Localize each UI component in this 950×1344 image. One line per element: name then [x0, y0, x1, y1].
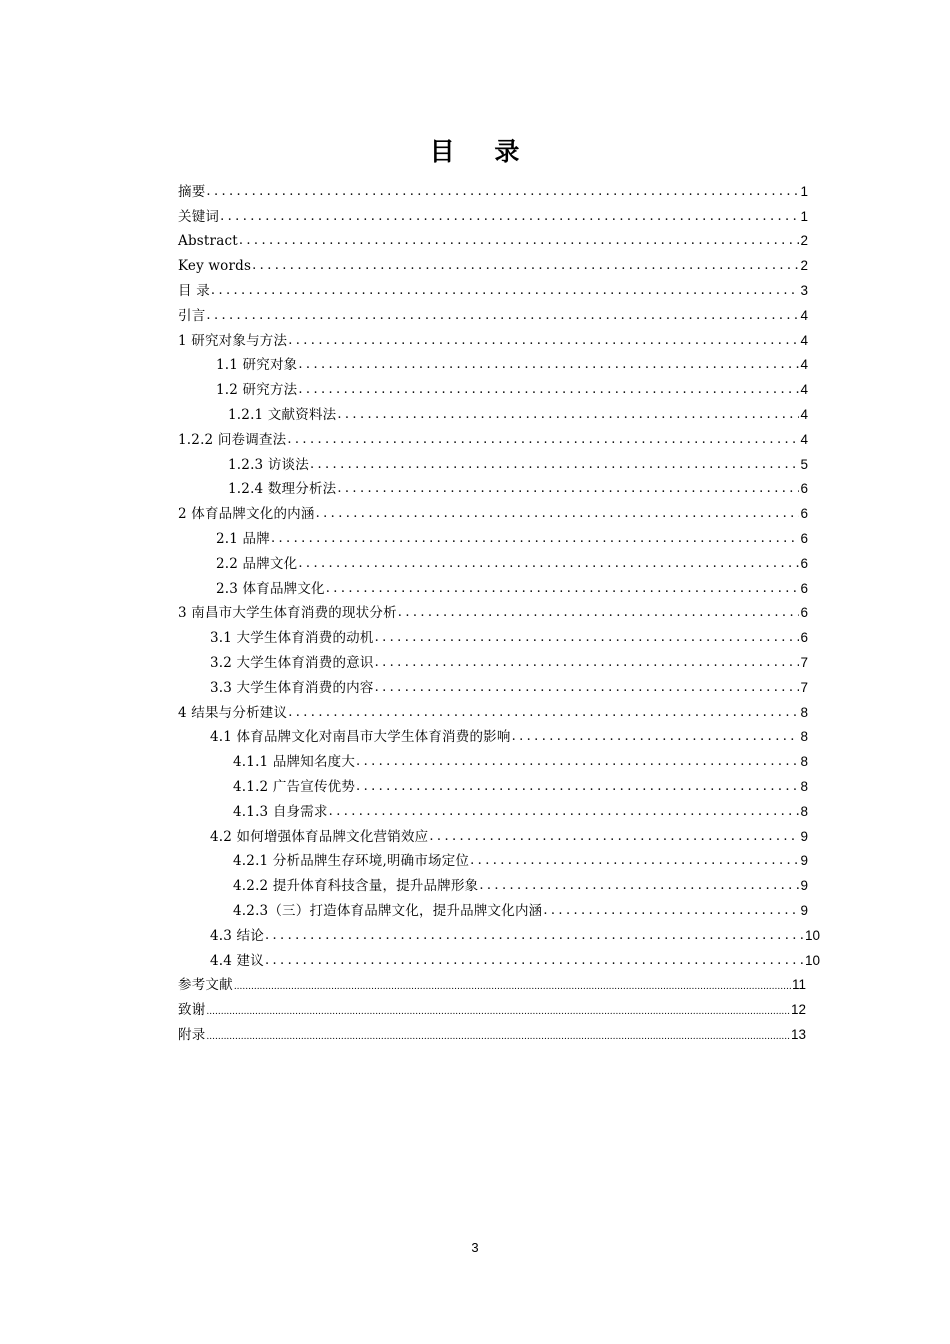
- toc-entry[interactable]: [178, 226, 808, 251]
- toc-entry[interactable]: [178, 647, 808, 672]
- toc-entry[interactable]: [178, 523, 808, 548]
- toc-entry-page-number: 9: [800, 853, 808, 869]
- dot-leader: [298, 356, 799, 374]
- toc-entry-label: Abstract: [178, 233, 238, 250]
- toc-entry-page-number: 8: [800, 803, 808, 819]
- toc-entry-label: 1.1 研究对象: [216, 357, 298, 374]
- toc-entry[interactable]: [178, 176, 808, 201]
- toc-entry[interactable]: [178, 870, 808, 895]
- toc-entry-label: 4.4 建议: [210, 952, 264, 969]
- dot-leader: [265, 952, 804, 970]
- dot-leader: [271, 530, 800, 548]
- toc-entry-page-number: 9: [800, 902, 808, 918]
- toc-entry[interactable]: [178, 424, 808, 449]
- toc-entry-page-number: 10: [804, 952, 820, 968]
- toc-entry-page-number: 8: [800, 704, 808, 720]
- dot-leader: [326, 580, 800, 598]
- toc-entry-page-number: 12: [790, 1002, 806, 1018]
- toc-entry[interactable]: [178, 722, 808, 747]
- dot-leader: [265, 927, 804, 945]
- toc-entry-page-number: 1: [800, 208, 808, 224]
- toc-entry-label: 1 研究对象与方法: [178, 332, 288, 349]
- table-of-contents: [178, 176, 820, 1044]
- toc-entry-page-number: 6: [800, 481, 808, 497]
- toc-entry-page-number: 7: [800, 654, 808, 670]
- toc-entry[interactable]: [178, 796, 808, 821]
- toc-entry[interactable]: [178, 598, 808, 623]
- toc-entry-label: 4.2 如何增强体育品牌文化营销效应: [210, 828, 429, 845]
- dot-leader: [337, 480, 799, 498]
- toc-entry[interactable]: [178, 474, 808, 499]
- dot-leader: [287, 431, 799, 449]
- toc-entry-page-number: 4: [800, 382, 808, 398]
- dot-leader: [239, 232, 800, 250]
- toc-entry[interactable]: [178, 201, 808, 226]
- toc-entry[interactable]: [178, 994, 808, 1019]
- toc-entry-label: 摘要: [178, 183, 206, 200]
- toc-entry-label: 引言: [178, 307, 206, 324]
- toc-entry[interactable]: [178, 1019, 808, 1044]
- toc-entry-label: 关键词: [178, 208, 220, 225]
- toc-entry-page-number: 6: [800, 506, 808, 522]
- dot-leader: [375, 629, 800, 647]
- toc-entry-label: 目 录: [178, 282, 210, 299]
- dot-leader: [220, 208, 799, 226]
- toc-entry-label: 4.1.3 自身需求: [233, 803, 328, 820]
- dot-leader: [316, 505, 800, 523]
- toc-entry[interactable]: [178, 548, 808, 573]
- toc-entry-label: 3.3 大学生体育消费的内容: [210, 679, 374, 696]
- toc-entry[interactable]: [178, 498, 808, 523]
- dot-leader: [479, 877, 799, 895]
- toc-entry-page-number: 4: [800, 357, 808, 373]
- toc-entry-label: 3.1 大学生体育消费的动机: [210, 630, 374, 647]
- toc-entry-page-number: 8: [800, 754, 808, 770]
- toc-entry-label: 3 南昌市大学生体育消费的现状分析: [178, 605, 397, 622]
- toc-entry-label: 4.1.2 广告宣传优势: [233, 778, 356, 795]
- toc-entry[interactable]: [178, 250, 808, 275]
- toc-entry[interactable]: [178, 895, 808, 920]
- toc-entry[interactable]: [178, 573, 808, 598]
- dot-leader: [288, 332, 799, 350]
- toc-entry-label: 4 结果与分析建议: [178, 704, 288, 721]
- toc-entry-page-number: 2: [800, 258, 808, 274]
- toc-entry[interactable]: [178, 399, 808, 424]
- toc-entry-page-number: 9: [800, 878, 808, 894]
- dot-leader: [429, 828, 799, 846]
- toc-entry-label: 4.1.1 品牌知名度大: [233, 754, 356, 771]
- toc-entry-page-number: 6: [800, 630, 808, 646]
- toc-entry-label: 致谢: [178, 1002, 206, 1018]
- toc-entry-label: 1.2.4 数理分析法: [228, 481, 337, 498]
- toc-entry[interactable]: [178, 746, 808, 771]
- toc-entry-label: 4.2.1 分析品牌生存环境,明确市场定位: [233, 853, 470, 870]
- toc-entry-label: 参考文献: [178, 977, 233, 993]
- toc-title: 目 录: [429, 137, 521, 166]
- toc-entry[interactable]: [178, 672, 808, 697]
- toc-entry-label: 1.2.2 问卷调查法: [178, 431, 287, 448]
- toc-entry-label: 附录: [178, 1026, 206, 1042]
- dot-leader: [375, 654, 800, 672]
- toc-entry[interactable]: [178, 325, 808, 350]
- toc-entry[interactable]: [178, 970, 808, 995]
- toc-entry-label: 4.1 体育品牌文化对南昌市大学生体育消费的影响: [210, 729, 511, 746]
- toc-entry-page-number: 1: [800, 183, 808, 199]
- toc-entry[interactable]: [178, 821, 808, 846]
- toc-entry-label: 2.1 品牌: [216, 530, 270, 547]
- toc-entry-page-number: 8: [800, 778, 808, 794]
- dot-leader: [234, 980, 791, 994]
- toc-entry-page-number: 8: [800, 729, 808, 745]
- toc-entry-page-number: 6: [800, 555, 808, 571]
- toc-entry-label: 2.2 品牌文化: [216, 555, 298, 572]
- toc-entry-label: 3.2 大学生体育消费的意识: [210, 654, 374, 671]
- dot-leader: [206, 1005, 790, 1019]
- dot-leader: [375, 679, 800, 697]
- toc-entry[interactable]: [178, 275, 808, 300]
- dot-leader: [252, 257, 799, 275]
- dot-leader: [543, 902, 799, 920]
- toc-entry-page-number: 13: [790, 1026, 806, 1042]
- toc-entry-page-number: 10: [804, 927, 820, 943]
- toc-entry-page-number: 5: [800, 456, 808, 472]
- toc-entry-page-number: 11: [791, 977, 806, 993]
- dot-leader: [356, 753, 799, 771]
- toc-entry-page-number: 6: [800, 530, 808, 546]
- dot-leader: [206, 307, 799, 325]
- toc-entry-label: 2.3 体育品牌文化: [216, 580, 325, 597]
- toc-entry-page-number: 3: [800, 282, 808, 298]
- toc-entry[interactable]: [178, 449, 808, 474]
- toc-entry-label: Key words: [178, 258, 252, 275]
- dot-leader: [288, 704, 799, 722]
- toc-entry-page-number: 4: [800, 332, 808, 348]
- dot-leader: [206, 1030, 790, 1044]
- toc-entry-label: 4.2.3（三）打造体育品牌文化，提升品牌文化内涵: [233, 902, 543, 919]
- toc-entry-label: 1.2 研究方法: [216, 382, 298, 399]
- dot-leader: [298, 555, 799, 573]
- toc-entry-page-number: 4: [800, 431, 808, 447]
- dot-leader: [337, 406, 799, 424]
- toc-entry[interactable]: [178, 697, 808, 722]
- toc-entry-page-number: 7: [800, 679, 808, 695]
- dot-leader: [211, 282, 800, 300]
- dot-leader: [470, 852, 799, 870]
- toc-entry-page-number: 6: [800, 605, 808, 621]
- toc-entry[interactable]: [178, 622, 808, 647]
- page-number: 3: [471, 1240, 479, 1255]
- toc-entry-page-number: 2: [800, 233, 808, 249]
- toc-entry[interactable]: [178, 300, 808, 325]
- toc-entry-label: 1.2.1 文献资料法: [228, 406, 337, 423]
- dot-leader: [298, 381, 799, 399]
- toc-entry[interactable]: [178, 374, 808, 399]
- toc-entry-page-number: 4: [800, 307, 808, 323]
- toc-entry[interactable]: [178, 846, 808, 871]
- dot-leader: [356, 778, 799, 796]
- toc-entry-page-number: 9: [800, 828, 808, 844]
- toc-entry-label: 4.2.2 提升体育科技含量，提升品牌形象: [233, 878, 479, 895]
- toc-entry-page-number: 6: [800, 580, 808, 596]
- toc-entry-label: 1.2.3 访谈法: [228, 456, 309, 473]
- toc-entry-label: 2 体育品牌文化的内涵: [178, 506, 315, 523]
- toc-entry[interactable]: [178, 350, 808, 375]
- toc-entry[interactable]: [178, 920, 820, 945]
- dot-leader: [206, 183, 799, 201]
- dot-leader: [329, 803, 800, 821]
- toc-entry[interactable]: [178, 771, 808, 796]
- dot-leader: [310, 456, 800, 474]
- dot-leader: [512, 728, 800, 746]
- toc-entry[interactable]: [178, 945, 820, 970]
- dot-leader: [398, 604, 800, 622]
- toc-entry-page-number: 4: [800, 406, 808, 422]
- toc-entry-label: 4.3 结论: [210, 927, 264, 944]
